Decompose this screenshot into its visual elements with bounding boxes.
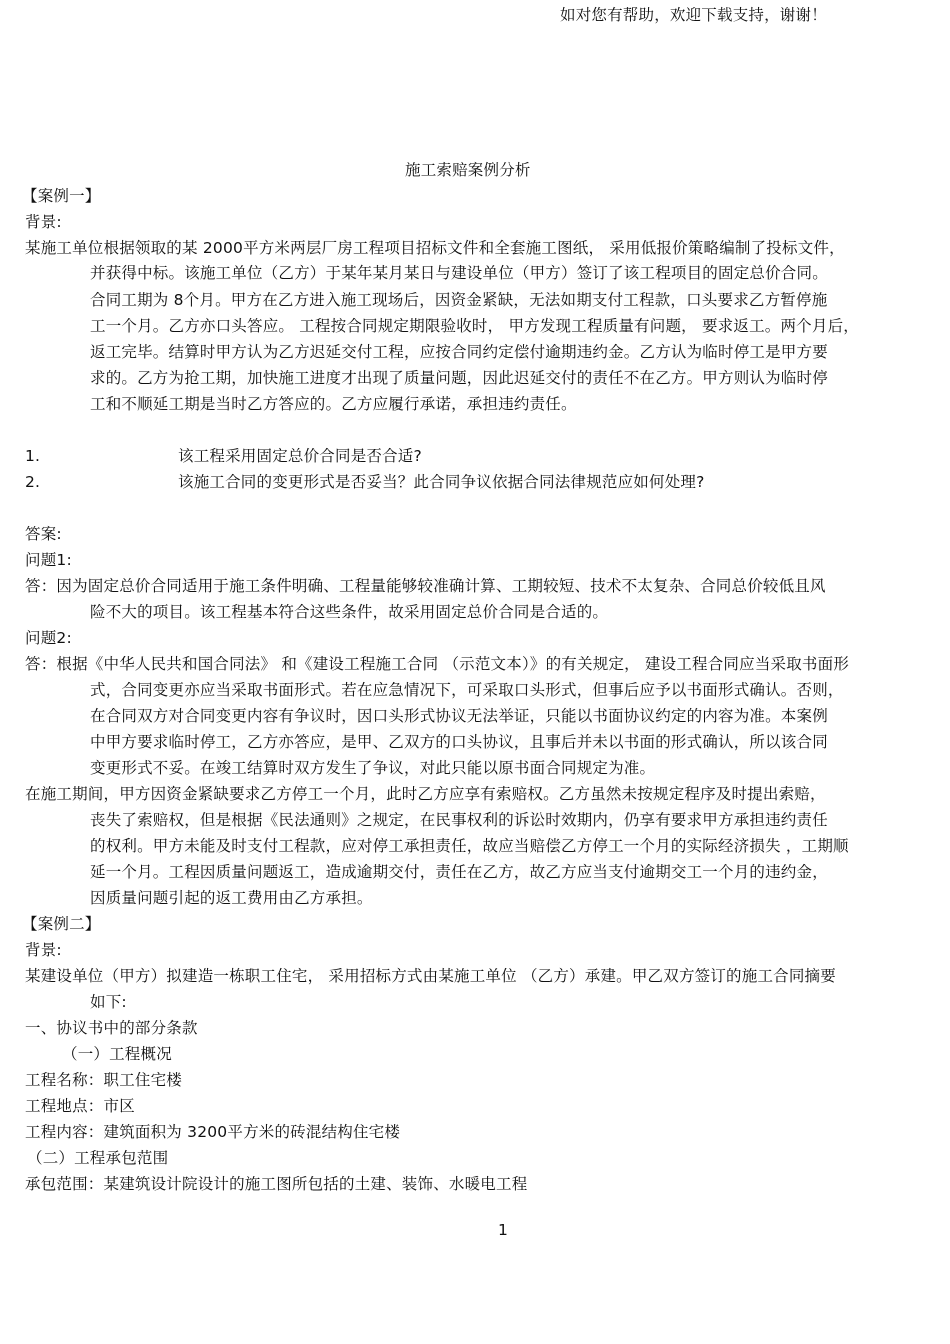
project-item: 工程名称：职工住宅楼 [25,1071,183,1089]
case1-bg-line: 返工完毕。结算时甲方认为乙方迟延交付工程，应按合同约定偿付逾期违约金。乙方认为临时停工是甲方要 [90,343,828,361]
question1-label: 问题1: [25,551,72,569]
case2-heading: 【案例二】 [22,915,101,933]
case2-bg-line: 某建设单位（甲方）拟建造一栋职工住宅， 采用招标方式由某施工单位 （乙方）承建。甲乙双方签订的施工合同摘要 [25,967,836,985]
scope-item: 承包范围：某建筑设计院设计的施工图所包括的土建、装饰、水暖电工程 [25,1175,528,1193]
answer-label: 答案: [25,525,62,543]
page-number: 1 [498,1221,509,1239]
answer2-line: 答：根据《中华人民共和国合同法》 和《建设工程施工合同 （示范文本）》的有关规定， 建设工程合同应当采取书面形 [25,655,850,673]
subsection-heading: （二）工程承包范围 [27,1149,169,1167]
answer3-line: 丧失了索赔权，但是根据《民法通则》之规定，在民事权利的诉讼时效期内，仍享有要求甲方承担违约责任 [90,811,828,829]
answer2-line: 中甲方要求临时停工，乙方亦答应，是甲、乙双方的口头协议，且事后并未以书面的形式确认，所以该合同 [90,733,828,751]
answer3-line: 在施工期间，甲方因资金紧缺要求乙方停工一个月，此时乙方应享有索赔权。乙方虽然未按规定程序及时提出索赔， [25,785,826,803]
case1-bg-line: 某施工单位根据领取的某 2000平方米两层厂房工程项目招标文件和全套施工图纸， 采用低报价策略编制了投标文件， [25,239,845,257]
case1-bg-line: 求的。乙方为抢工期，加快施工进度才出现了质量问题，因此迟延交付的责任不在乙方。甲方则认为临时停 [90,369,828,387]
answer1-line: 险不大的项目。该工程基本符合这些条件，故采用固定总价合同是合适的。 [90,603,609,621]
case1-bg-line: 并获得中标。该施工单位（乙方）于某年某月某日与建设单位（甲方）签订了该工程项目的固定总价合同。 [90,264,828,282]
question-number: 1. [25,447,41,465]
case1-background-label: 背景: [25,213,62,231]
question-text: 该施工合同的变更形式是否妥当？此合同争议依据合同法律规范应如何处理? [178,473,705,491]
project-item: 工程内容：建筑面积为 3200平方米的砖混结构住宅楼 [25,1123,401,1141]
subsection-heading: （一）工程概况 [62,1045,172,1063]
answer1-line: 答：因为固定总价合同适用于施工条件明确、工程量能够较准确计算、工期较短、技术不太复杂、合同总价较低且风 [25,577,826,595]
answer2-line: 变更形式不妥。在竣工结算时双方发生了争议，对此只能以原书面合同规定为准。 [90,759,656,777]
answer2-line: 式，合同变更亦应当采取书面形式。若在应急情况下，可采取口头形式，但事后应予以书面形式确认。否则， [90,681,844,699]
answer2-line: 在合同双方对合同变更内容有争议时，因口头形式协议无法举证，只能以书面协议约定的内容为准。本案例 [90,707,828,725]
answer3-line: 因质量问题引起的返工费用由乙方承担。 [90,889,373,907]
answer3-line: 延一个月。工程因质量问题返工，造成逾期交付，责任在乙方，故乙方应当支付逾期交工一个月的违约金， [90,863,828,881]
question-text: 该工程采用固定总价合同是否合适? [178,447,422,465]
header-note: 如对您有帮助，欢迎下载支持，谢谢！ [560,6,827,24]
section-heading: 一、协议书中的部分条款 [25,1019,198,1037]
case1-bg-line: 合同工期为 8个月。甲方在乙方进入施工现场后，因资金紧缺，无法如期支付工程款，口头要求乙方暂停施 [90,291,828,309]
case1-heading: 【案例一】 [22,187,101,205]
question2-label: 问题2: [25,629,72,647]
case1-bg-line: 工一个月。乙方亦口头答应。 工程按合同规定期限验收时， 甲方发现工程质量有问题， 要求返工。两个月后， [90,317,859,335]
answer3-line: 的权利。甲方未能及时支付工程款，应对停工承担责任，故应当赔偿乙方停工一个月的实际经济损失 ，工期顺 [90,837,849,855]
case2-bg-line: 如下: [90,993,127,1011]
question-number: 2. [25,473,41,491]
case1-bg-line: 工和不顺延工期是当时乙方答应的。乙方应履行承诺，承担违约责任。 [90,395,577,413]
page-title: 施工索赔案例分析 [405,161,531,179]
project-item: 工程地点：市区 [25,1097,135,1115]
case2-background-label: 背景: [25,941,62,959]
